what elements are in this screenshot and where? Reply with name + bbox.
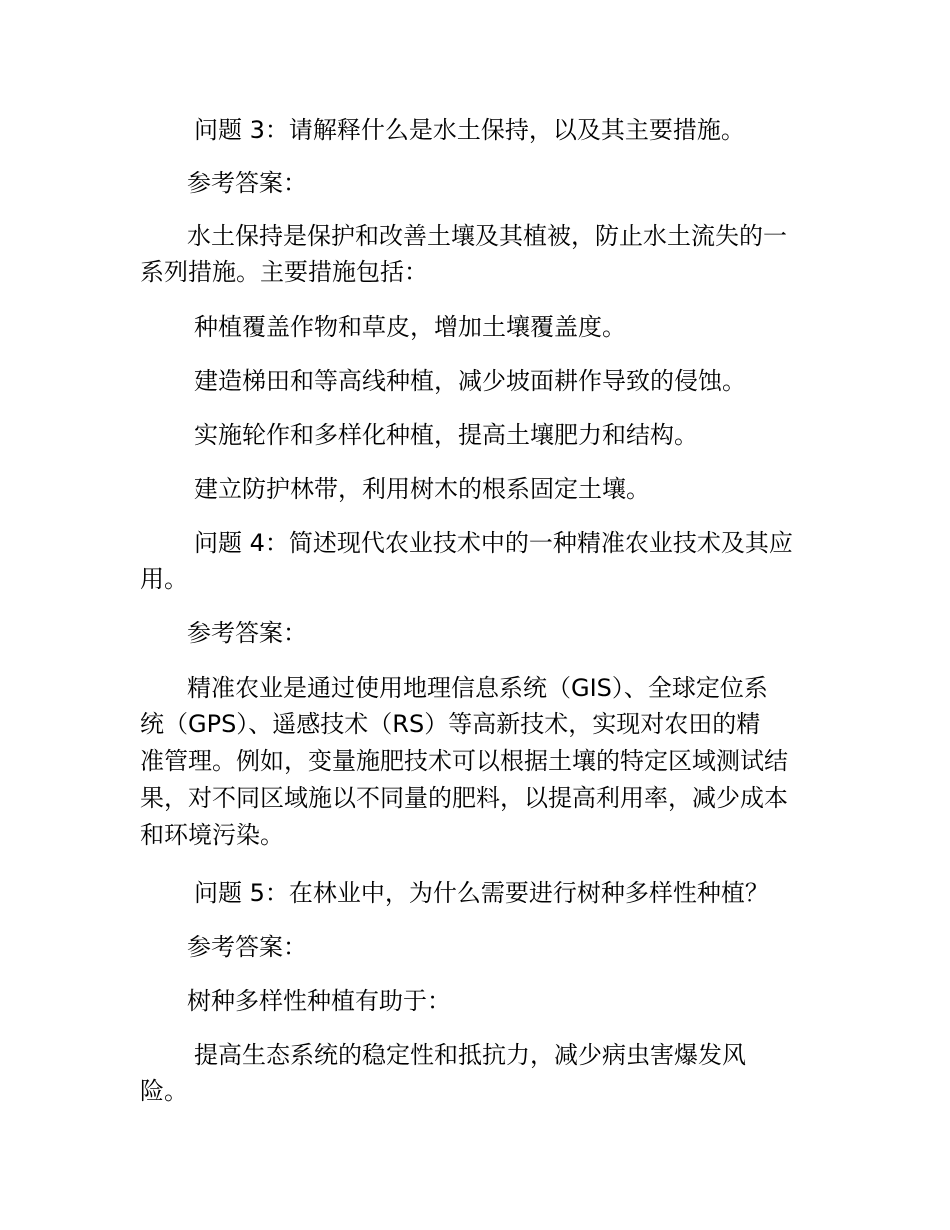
answer-4-line: 准管理。例如，变量施肥技术可以根据土壤的特定区域测试结 — [140, 747, 788, 775]
answer-4-line: 果，对不同区域施以不同量的肥料，以提高利用率，减少成本 — [140, 784, 788, 812]
question-4-line-1: 问题 4：简述现代农业技术中的一种精准农业技术及其应 — [194, 529, 793, 557]
measure-item: 建立防护林带，利用树木的根系固定土壤。 — [194, 475, 650, 503]
question-4-line-2: 用。 — [140, 565, 188, 593]
answer-4-line: 精准农业是通过使用地理信息系统（GIS）、全球定位系 — [187, 674, 768, 702]
measure-item: 种植覆盖作物和草皮，增加土壤覆盖度。 — [194, 313, 626, 341]
answer-4-line: 和环境污染。 — [140, 821, 284, 849]
measure-item: 建造梯田和等高线种植，减少坡面耕作导致的侵蚀。 — [194, 367, 746, 395]
answer-3-intro-line-1: 水土保持是保护和改善土壤及其植被，防止水土流失的一 — [187, 222, 787, 250]
question-5: 问题 5：在林业中，为什么需要进行树种多样性种植？ — [194, 879, 769, 907]
answer-3-intro-line-2: 系列措施。主要措施包括： — [140, 258, 428, 286]
answer-5-intro: 树种多样性种植有助于： — [187, 987, 451, 1015]
answer-4-line: 统（GPS）、遥感技术（RS）等高新技术，实现对农田的精 — [140, 710, 761, 738]
answer-5-point-1-line-1: 提高生态系统的稳定性和抵抗力，减少病虫害爆发风 — [194, 1041, 746, 1069]
answer-5-point-1-line-2: 险。 — [140, 1077, 188, 1105]
measure-item: 实施轮作和多样化种植，提高土壤肥力和结构。 — [194, 421, 698, 449]
answer-label-4: 参考答案： — [187, 619, 307, 647]
question-3: 问题 3：请解释什么是水土保持，以及其主要措施。 — [194, 116, 745, 144]
answer-label-3: 参考答案： — [187, 169, 307, 197]
answer-label-5: 参考答案： — [187, 933, 307, 961]
